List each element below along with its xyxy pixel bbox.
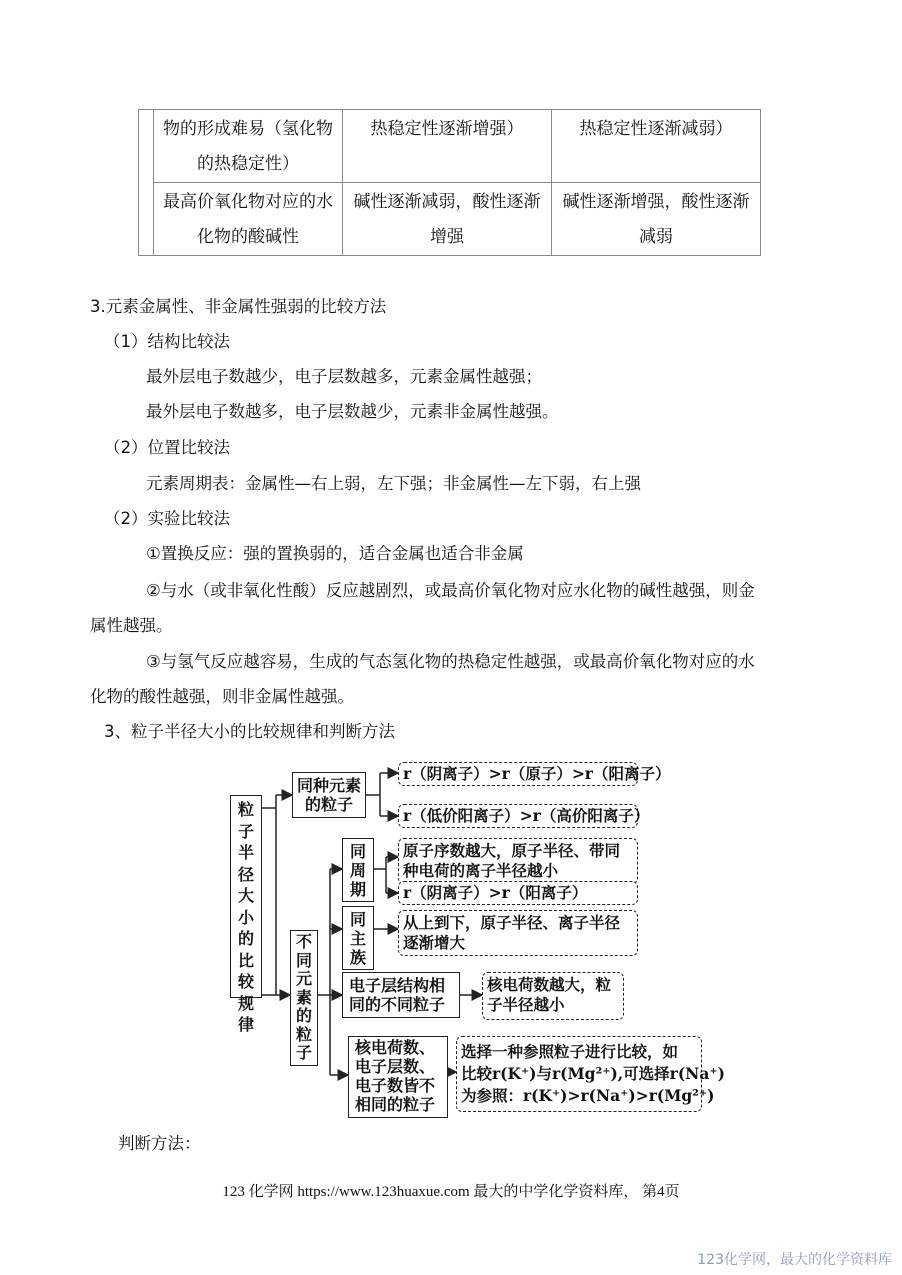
diff-char: 同 <box>295 950 312 970</box>
root-char: 粒 <box>237 800 254 819</box>
page-footer: 123 化学网 https://www.123huaxue.com 最大的中学化学资料库， 第4页 <box>222 1184 680 1200</box>
box-line: 核电荷数越大，粒 <box>487 975 612 994</box>
judge-label: 判断方法： <box>118 1134 201 1153</box>
paragraph: ③与氢气反应越容易，生成的气态氢化物的热稳定性越强，或最高价氧化物对应的水 <box>146 652 755 671</box>
table-cell: 热稳定性逐渐减弱） <box>552 110 761 183</box>
root-char: 子 <box>237 821 254 841</box>
diff-char: 元 <box>295 969 312 988</box>
box-line: 子半径越小 <box>487 995 565 1014</box>
root-char: 比 <box>237 950 254 970</box>
box-line: 相同的粒子 <box>355 1095 436 1114</box>
box-line: 选择一种参照粒子进行比较，如 <box>461 1042 679 1061</box>
box-line: 电子层数、 <box>355 1057 436 1076</box>
table-cell: 碱性逐渐减弱，酸性逐渐增强 <box>343 183 552 256</box>
reference-rule <box>456 1036 725 1112</box>
paragraph: 属性越强。 <box>90 616 173 635</box>
watermark: 123化学网，最大的化学资料库 <box>697 1252 892 1268</box>
root-char: 径 <box>237 864 254 884</box>
root-char: 的 <box>237 929 254 948</box>
box-line: 逐渐增大 <box>403 933 466 952</box>
period-char: 期 <box>349 880 366 899</box>
same-shell-box <box>342 972 460 1018</box>
box-line: 为参照：r(K⁺)>r(Na⁺)>r(Mg²⁺) <box>461 1086 715 1105</box>
root-char: 小 <box>237 907 254 927</box>
paragraph: 化物的酸性越强，则非金属性越强。 <box>90 687 354 706</box>
paragraph: 元素周期表：金属性—右上弱，左下强；非金属性—左下弱，右上强 <box>146 474 641 493</box>
group-char: 同 <box>349 910 366 929</box>
subheading: （2）实验比较法 <box>104 509 230 528</box>
box-line: 原子序数越大，原子半径、带同 <box>403 841 621 860</box>
same-group-box <box>342 906 374 970</box>
period-char: 周 <box>349 861 366 880</box>
table-cell: 碱性逐渐增强，酸性逐渐减弱 <box>552 183 761 256</box>
diff-char: 不 <box>295 932 312 951</box>
box-line: 电子数皆不 <box>355 1076 436 1095</box>
root-char: 规 <box>237 993 254 1013</box>
box-line: 种电荷的离子半径越小 <box>403 861 559 880</box>
subheading: （2）位置比较法 <box>104 438 230 457</box>
box-line: 同的不同粒子 <box>349 995 446 1014</box>
period-rule-2: r（阴离子）>r（阳离子） <box>398 881 638 905</box>
shell-rule <box>482 972 624 1020</box>
group-rule <box>398 910 638 956</box>
diff-element-box <box>290 930 318 1066</box>
diff-char: 子 <box>295 1043 312 1062</box>
table-cell: 最高价氧化物对应的水化物的酸碱性 <box>154 183 343 256</box>
same-element-rule-2: r（低价阳离子）>r（高价阳离子） <box>398 804 638 828</box>
table-cell: 热稳定性逐渐增强） <box>343 110 552 183</box>
root-char: 律 <box>237 1015 254 1034</box>
root-char: 大 <box>237 886 254 905</box>
period-rule-1 <box>398 838 638 884</box>
same-element-box <box>292 772 366 818</box>
same-period-box <box>342 838 374 902</box>
subheading: （1）结构比较法 <box>104 332 230 351</box>
table-cell: 物的形成难易（氢化物的热稳定性） <box>154 110 343 183</box>
root-char: 较 <box>237 972 254 991</box>
paragraph: ①置换反应：强的置换弱的，适合金属也适合非金属 <box>146 544 524 563</box>
group-char: 族 <box>349 948 366 967</box>
paragraph: 最外层电子数越少，电子层数越多，元素金属性越强； <box>146 367 542 386</box>
all-diff-box <box>348 1036 448 1118</box>
section-title: 3、粒子半径大小的比较规律和判断方法 <box>104 722 395 741</box>
root-box <box>230 795 262 1034</box>
diff-char: 粒 <box>295 1024 312 1044</box>
paragraph: ②与水（或非氧化性酸）反应越剧烈，或最高价氧化物对应水化物的碱性越强，则金 <box>146 581 755 600</box>
period-char: 同 <box>349 842 366 861</box>
root-char: 半 <box>237 843 254 862</box>
same-element-rule-1: r（阴离子）>r（原子）>r（阳离子） <box>398 762 638 786</box>
box-line: 比较r(K⁺)与r(Mg²⁺),可选择r(Na⁺) <box>461 1064 725 1083</box>
group-char: 主 <box>349 929 366 948</box>
box-line: 电子层结构相 <box>349 976 446 995</box>
box-line: 同种元素 <box>296 776 361 795</box>
diff-char: 的 <box>295 1006 312 1025</box>
box-line: 从上到下，原子半径、离子半径 <box>403 913 621 932</box>
diff-char: 素 <box>295 987 312 1007</box>
box-line: 的粒子 <box>304 795 353 814</box>
paragraph: 最外层电子数越多，电子层数越少，元素非金属性越强。 <box>146 402 559 421</box>
section-title: 3.元素金属性、非金属性强弱的比较方法 <box>90 297 387 316</box>
box-line: 核电荷数、 <box>355 1038 436 1057</box>
